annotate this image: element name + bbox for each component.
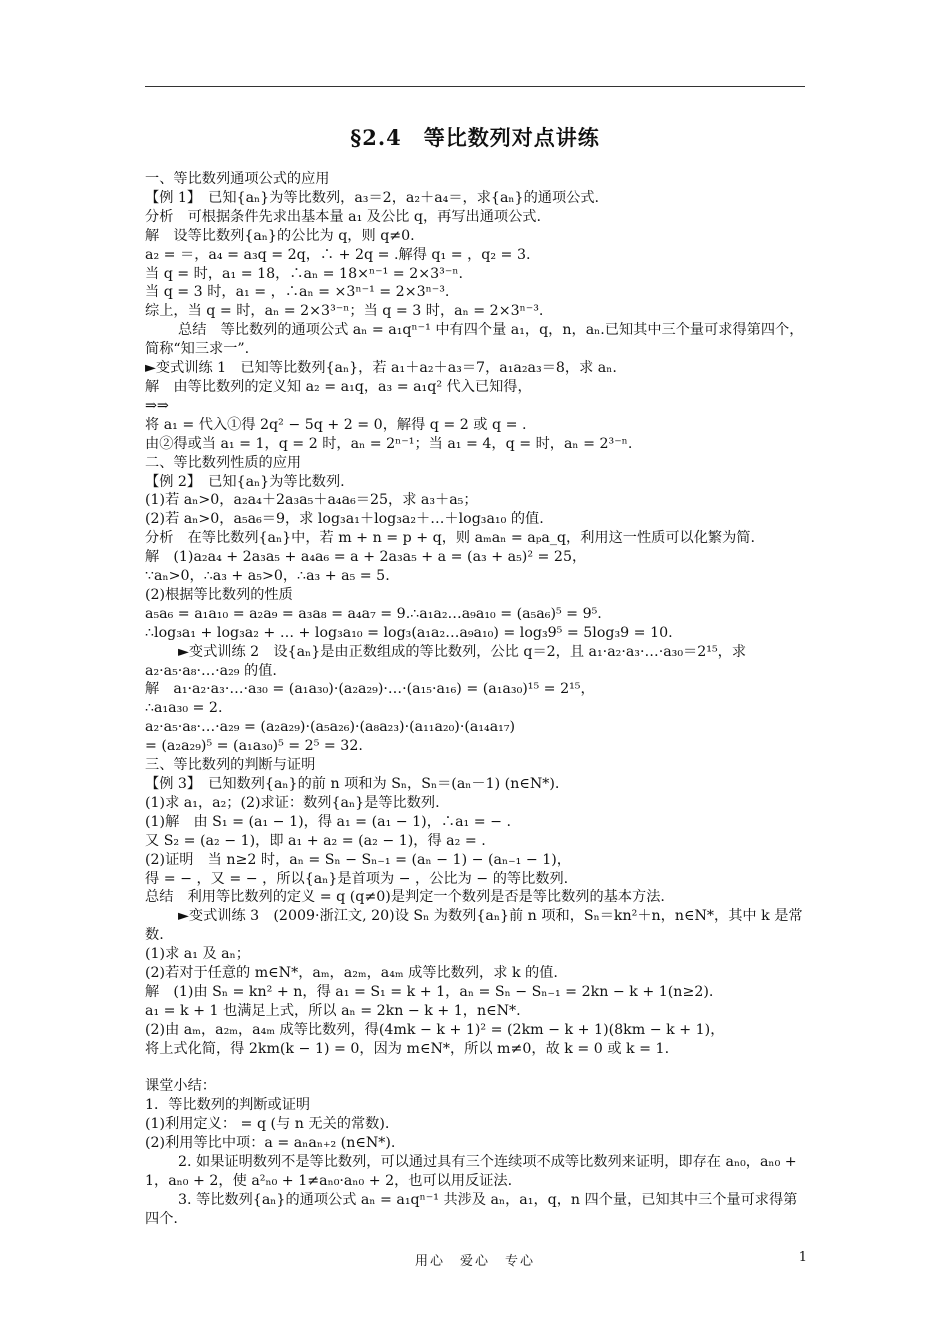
page-footer (0, 1250, 950, 1269)
text-line: (1)若 aₙ>0，a₂a₄＋2a₃a₅＋a₄a₆＝25，求 a₃＋a₅； (145, 492, 478, 509)
text-line: a₂ = ＝，a₄ = a₃q = 2q，∴ + 2q = .解得 q₁ = ，q₂ = 3. (145, 246, 531, 263)
page-title: §2.4 等比数列对点讲练 (350, 125, 600, 150)
exercise-2: ►变式训练 2 设{aₙ}是由正数组成的等比数列，公比 q＝2，且 a₁·a₂·a₃·…·a₃₀＝2¹⁵，求 a₂·a₅·a₈·…·a₂₉ 的值. (145, 643, 747, 679)
text-line: (1)解 由 S₁ = (a₁ − 1)，得 a₁ = (a₁ − 1)，∴a₁ = − . (145, 813, 512, 830)
text-line: 由②得或当 a₁ = 1，q = 2 时，aₙ = 2ⁿ⁻¹；当 a₁ = 4，q = 时，aₙ = 2³⁻ⁿ. (145, 435, 633, 452)
text-line: 将上式化简，得 2km(k − 1) = 0，因为 m∈N*，所以 m≠0，故 k = 0 或 k = 1. (145, 1040, 670, 1057)
analysis: 分析 在等比数列{aₙ}中，若 m + n = p + q，则 aₘaₙ = aₚa_q，利用这一性质可以化繁为简. (145, 530, 755, 547)
text-line: a₅a₆ = a₁a₁₀ = a₂a₉ = a₃a₈ = a₄a₇ = 9.∴a₁a₂…a₉a₁₀ = (a₅a₆)⁵ = 9⁵. (145, 605, 602, 622)
text-line: 又 S₂ = (a₂ − 1)，即 a₁ + a₂ = (a₂ − 1)，得 a₂ = . (145, 832, 486, 849)
exercise-1: ►变式训练 1 已知等比数列{aₙ}，若 a₁＋a₂＋a₃＝7，a₁a₂a₃＝8，求 aₙ. (145, 360, 617, 377)
proof: (2)证明 当 n≥2 时，aₙ = Sₙ − Sₙ₋₁ = (aₙ − 1) − (aₙ₋₁ − 1)， (145, 851, 571, 868)
solution: 解 设等比数列{aₙ}的公比为 q，则 q≠0. (145, 227, 415, 244)
text-line: ∴log₃a₁ + log₃a₂ + … + log₃a₁₀ = log₃(a₁a₂…a₉a₁₀) = log₃9⁵ = 5log₃9 = 10. (145, 624, 673, 641)
exercise-3: ►变式训练 3 (2009·浙江文, 20)设 Sₙ 为数列{aₙ}前 n 项和，Sₙ＝kn²＋n，n∈N*，其中 k 是常数. (145, 908, 803, 944)
text-line: (2)若 aₙ>0，a₅a₆＝9，求 log₃a₁＋log₃a₂＋…＋log₃a₁₀ 的值. (145, 511, 544, 528)
text-line: (1)求 a₁，a₂；(2)求证：数列{aₙ}是等比数列. (145, 794, 440, 811)
text-line: 综上，当 q = 时，aₙ = 2×3³⁻ⁿ；当 q = 3 时，aₙ = 2×3ⁿ⁻³. (145, 303, 544, 320)
summary-point-2: 2. 如果证明数列不是等比数列，可以通过具有三个连续项不成等比数列来证明，即存在 aₙ₀，aₙ₀ + 1，aₙ₀ + 2，使 a²ₙ₀ + 1≠aₙ₀·aₙ₀ + 2，也可以用反证法. (145, 1154, 797, 1190)
text-line: 1．等比数列的判断或证明 (145, 1097, 311, 1114)
section-heading-2: 二、等比数列性质的应用 (145, 454, 302, 471)
example-3: 【例 3】 已知数列{aₙ}的前 n 项和为 Sₙ，Sₙ＝(aₙ－1) (n∈N*). (145, 776, 560, 792)
text-line: ∵aₙ>0，∴a₃ + a₅>0，∴a₃ + a₅ = 5. (145, 568, 390, 585)
section-heading-3: 三、等比数列的判断与证明 (145, 757, 316, 774)
solution: 解 a₁·a₂·a₃·…·a₃₀ = (a₁a₃₀)·(a₂a₂₉)·…·(a₁₅·a₁₆) = (a₁a₃₀)¹⁵ = 2¹⁵， (145, 681, 595, 698)
text-line: (2)若对于任意的 m∈N*，aₘ，a₂ₘ，a₄ₘ 成等比数列，求 k 的值. (145, 965, 558, 982)
text-line: (2)利用等比中项：a = aₙaₙ₊₂ (n∈N*). (145, 1135, 396, 1152)
summary-point-3: 3. 等比数列{aₙ}的通项公式 aₙ = a₁qⁿ⁻¹ 共涉及 aₙ，a₁，q，n 四个量，已知其中三个量可求得第四个. (145, 1191, 798, 1227)
text-line: (2)由 aₘ，a₂ₘ，a₄ₘ 成等比数列，得(4mk − k + 1)² = (2km − k + 1)(8km − k + 1)， (145, 1021, 725, 1038)
text-line: ⇒⇒ (145, 397, 169, 414)
solution: 解 (1)a₂a₄ + 2a₃a₅ + a₄a₆ = a + 2a₃a₅ + a = (a₃ + a₅)² = 25， (145, 549, 587, 566)
text-line: 将 a₁ = 代入①得 2q² − 5q + 2 = 0，解得 q = 2 或 q = . (145, 416, 527, 433)
class-summary-heading: 课堂小结： (145, 1078, 216, 1095)
spacer (145, 1059, 807, 1078)
text-line: a₁ = k + 1 也满足上式，所以 aₙ = 2kn − k + 1，n∈N*. (145, 1002, 521, 1019)
footer-motto: 用心 爱心 专心 (414, 1254, 535, 1269)
document-body (145, 170, 807, 1229)
text-line: (2)根据等比数列的性质 (145, 586, 293, 603)
text-line: 当 q = 3 时，a₁ = ，∴aₙ = ×3ⁿ⁻¹ = 2×3ⁿ⁻³. (145, 284, 450, 301)
summary: 总结 利用等比数列的定义 = q (q≠0)是判定一个数列是否是等比数列的基本方法. (145, 889, 665, 906)
text-line: = (a₂a₂₉)⁵ = (a₁a₃₀)⁵ = 2⁵ = 32. (145, 738, 363, 755)
summary: 总结 等比数列的通项公式 aₙ = a₁qⁿ⁻¹ 中有四个量 a₁，q，n，aₙ.已知其中三个量可求得第四个，简称“知三求一”. (145, 322, 804, 358)
solution: 解 (1)由 Sₙ = kn² + n，得 a₁ = S₁ = k + 1，aₙ = Sₙ − Sₙ₋₁ = 2kn − k + 1(n≥2). (145, 983, 714, 1000)
example-1: 【例 1】 已知{aₙ}为等比数列，a₃＝2，a₂＋a₄＝，求{aₙ}的通项公式. (145, 189, 600, 206)
analysis: 分析 可根据条件先求出基本量 a₁ 及公比 q，再写出通项公式. (145, 208, 541, 225)
text-line: a₂·a₅·a₈·…·a₂₉ = (a₂a₂₉)·(a₅a₂₆)·(a₈a₂₃)·(a₁₁a₂₀)·(a₁₄a₁₇) (145, 719, 516, 736)
example-2: 【例 2】 已知{aₙ}为等比数列. (145, 473, 345, 490)
text-line: ∴a₁a₃₀ = 2. (145, 700, 223, 717)
text-line: 得 = − ，又 = − ，所以{aₙ}是首项为 − ，公比为 − 的等比数列. (145, 870, 569, 887)
header-rule (145, 86, 805, 87)
page-number: 1 (798, 1250, 807, 1265)
text-line: (1)求 a₁ 及 aₙ； (145, 946, 250, 963)
text-line: 当 q = 时，a₁ = 18，∴aₙ = 18×ⁿ⁻¹ = 2×3³⁻ⁿ. (145, 265, 463, 282)
text-line: (1)利用定义： = q (与 n 无关的常数). (145, 1116, 390, 1133)
section-heading-1: 一、等比数列通项公式的应用 (145, 171, 330, 187)
solution: 解 由等比数列的定义知 a₂ = a₁q，a₃ = a₁q² 代入已知得， (145, 378, 532, 395)
